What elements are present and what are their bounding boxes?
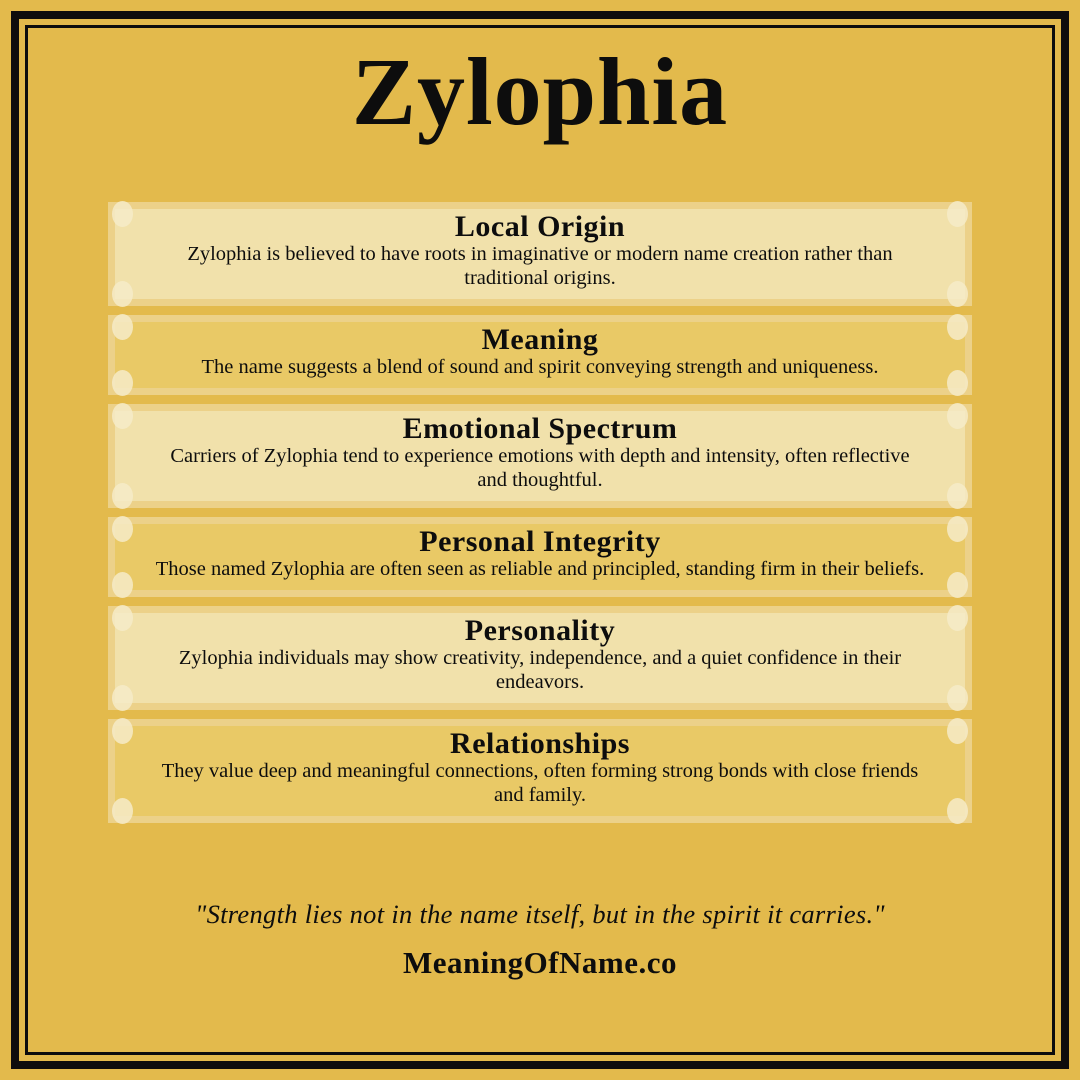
corner-dot-icon	[947, 516, 968, 542]
info-card-list	[108, 202, 972, 823]
corner-dot-icon	[112, 370, 133, 396]
card-title: Personal Integrity	[419, 524, 661, 558]
card-local-origin	[108, 202, 972, 306]
corner-dot-icon	[947, 281, 968, 307]
card-inner	[115, 209, 965, 299]
corner-dot-icon	[112, 516, 133, 542]
card-title: Meaning	[481, 322, 599, 356]
corner-dot-icon	[112, 718, 133, 744]
corner-dot-icon	[112, 201, 133, 227]
card-inner	[115, 613, 965, 703]
card-body: They value deep and meaningful connections, often forming strong bonds with close friends and family.	[161, 759, 919, 807]
corner-dot-icon	[947, 798, 968, 824]
card-inner	[115, 726, 965, 816]
corner-dot-icon	[947, 483, 968, 509]
corner-dot-icon	[112, 572, 133, 598]
corner-dot-icon	[947, 685, 968, 711]
card-title: Relationships	[450, 726, 630, 760]
corner-dot-icon	[947, 403, 968, 429]
corner-dot-icon	[112, 798, 133, 824]
card-inner	[115, 322, 965, 388]
card-body: Carriers of Zylophia tend to experience emotions with depth and intensity, often reflective and thoughtful.	[170, 444, 910, 492]
corner-dot-icon	[947, 718, 968, 744]
card-inner	[115, 524, 965, 590]
card-personality	[108, 606, 972, 710]
card-relationships	[108, 719, 972, 823]
corner-dot-icon	[112, 403, 133, 429]
corner-dot-icon	[112, 605, 133, 631]
corner-dot-icon	[112, 314, 133, 340]
card-body: Zylophia individuals may show creativity, independence, and a quiet confidence in their endeavors.	[178, 646, 902, 694]
corner-dot-icon	[112, 483, 133, 509]
quote-text: "Strength lies not in the name itself, but in the spirit it carries."	[195, 898, 885, 929]
name-title: Zylophia	[351, 38, 729, 145]
corner-dot-icon	[947, 314, 968, 340]
corner-dot-icon	[947, 572, 968, 598]
card-title: Emotional Spectrum	[402, 411, 678, 445]
card-body: Those named Zylophia are often seen as reliable and principled, standing firm in their beliefs.	[155, 557, 925, 580]
card-inner	[115, 411, 965, 501]
corner-dot-icon	[947, 370, 968, 396]
card-title: Personality	[464, 613, 616, 647]
corner-dot-icon	[112, 281, 133, 307]
brand-name: MeaningOfName.co	[402, 944, 678, 980]
card-body: Zylophia is believed to have roots in imaginative or modern name creation rather than traditional origins.	[187, 242, 893, 290]
page-content	[28, 28, 1052, 1052]
corner-dot-icon	[947, 201, 968, 227]
corner-dot-icon	[112, 685, 133, 711]
card-title: Local Origin	[454, 209, 626, 243]
corner-dot-icon	[947, 605, 968, 631]
card-personal-integrity	[108, 517, 972, 597]
card-emotional-spectrum	[108, 404, 972, 508]
card-body: The name suggests a blend of sound and spirit conveying strength and uniqueness.	[201, 355, 879, 378]
card-meaning	[108, 315, 972, 395]
